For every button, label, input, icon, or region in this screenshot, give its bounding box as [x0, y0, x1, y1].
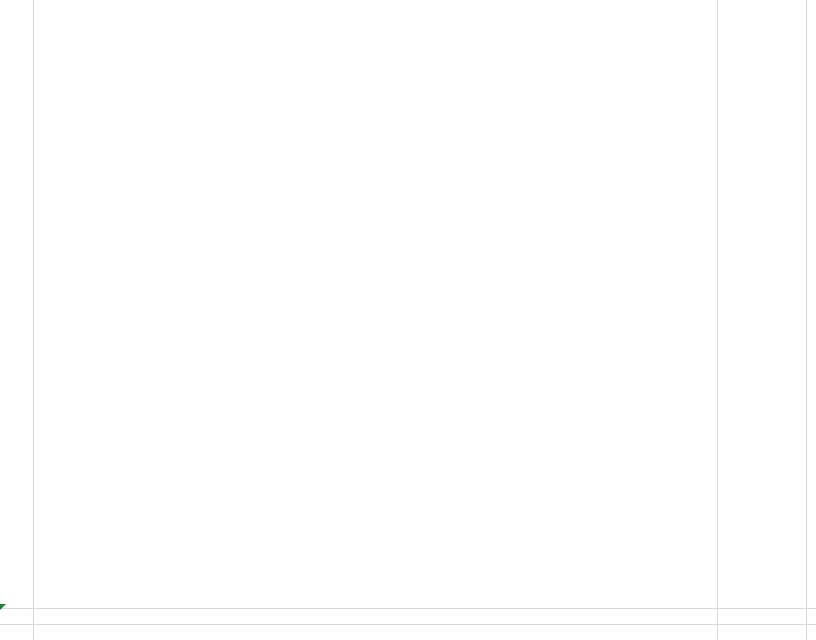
grid-line	[806, 0, 807, 640]
grid-line	[33, 0, 34, 640]
grid-line	[717, 0, 718, 640]
sheet-corner-marker	[0, 604, 6, 610]
grid-line	[0, 608, 816, 609]
grid-line	[0, 624, 816, 625]
